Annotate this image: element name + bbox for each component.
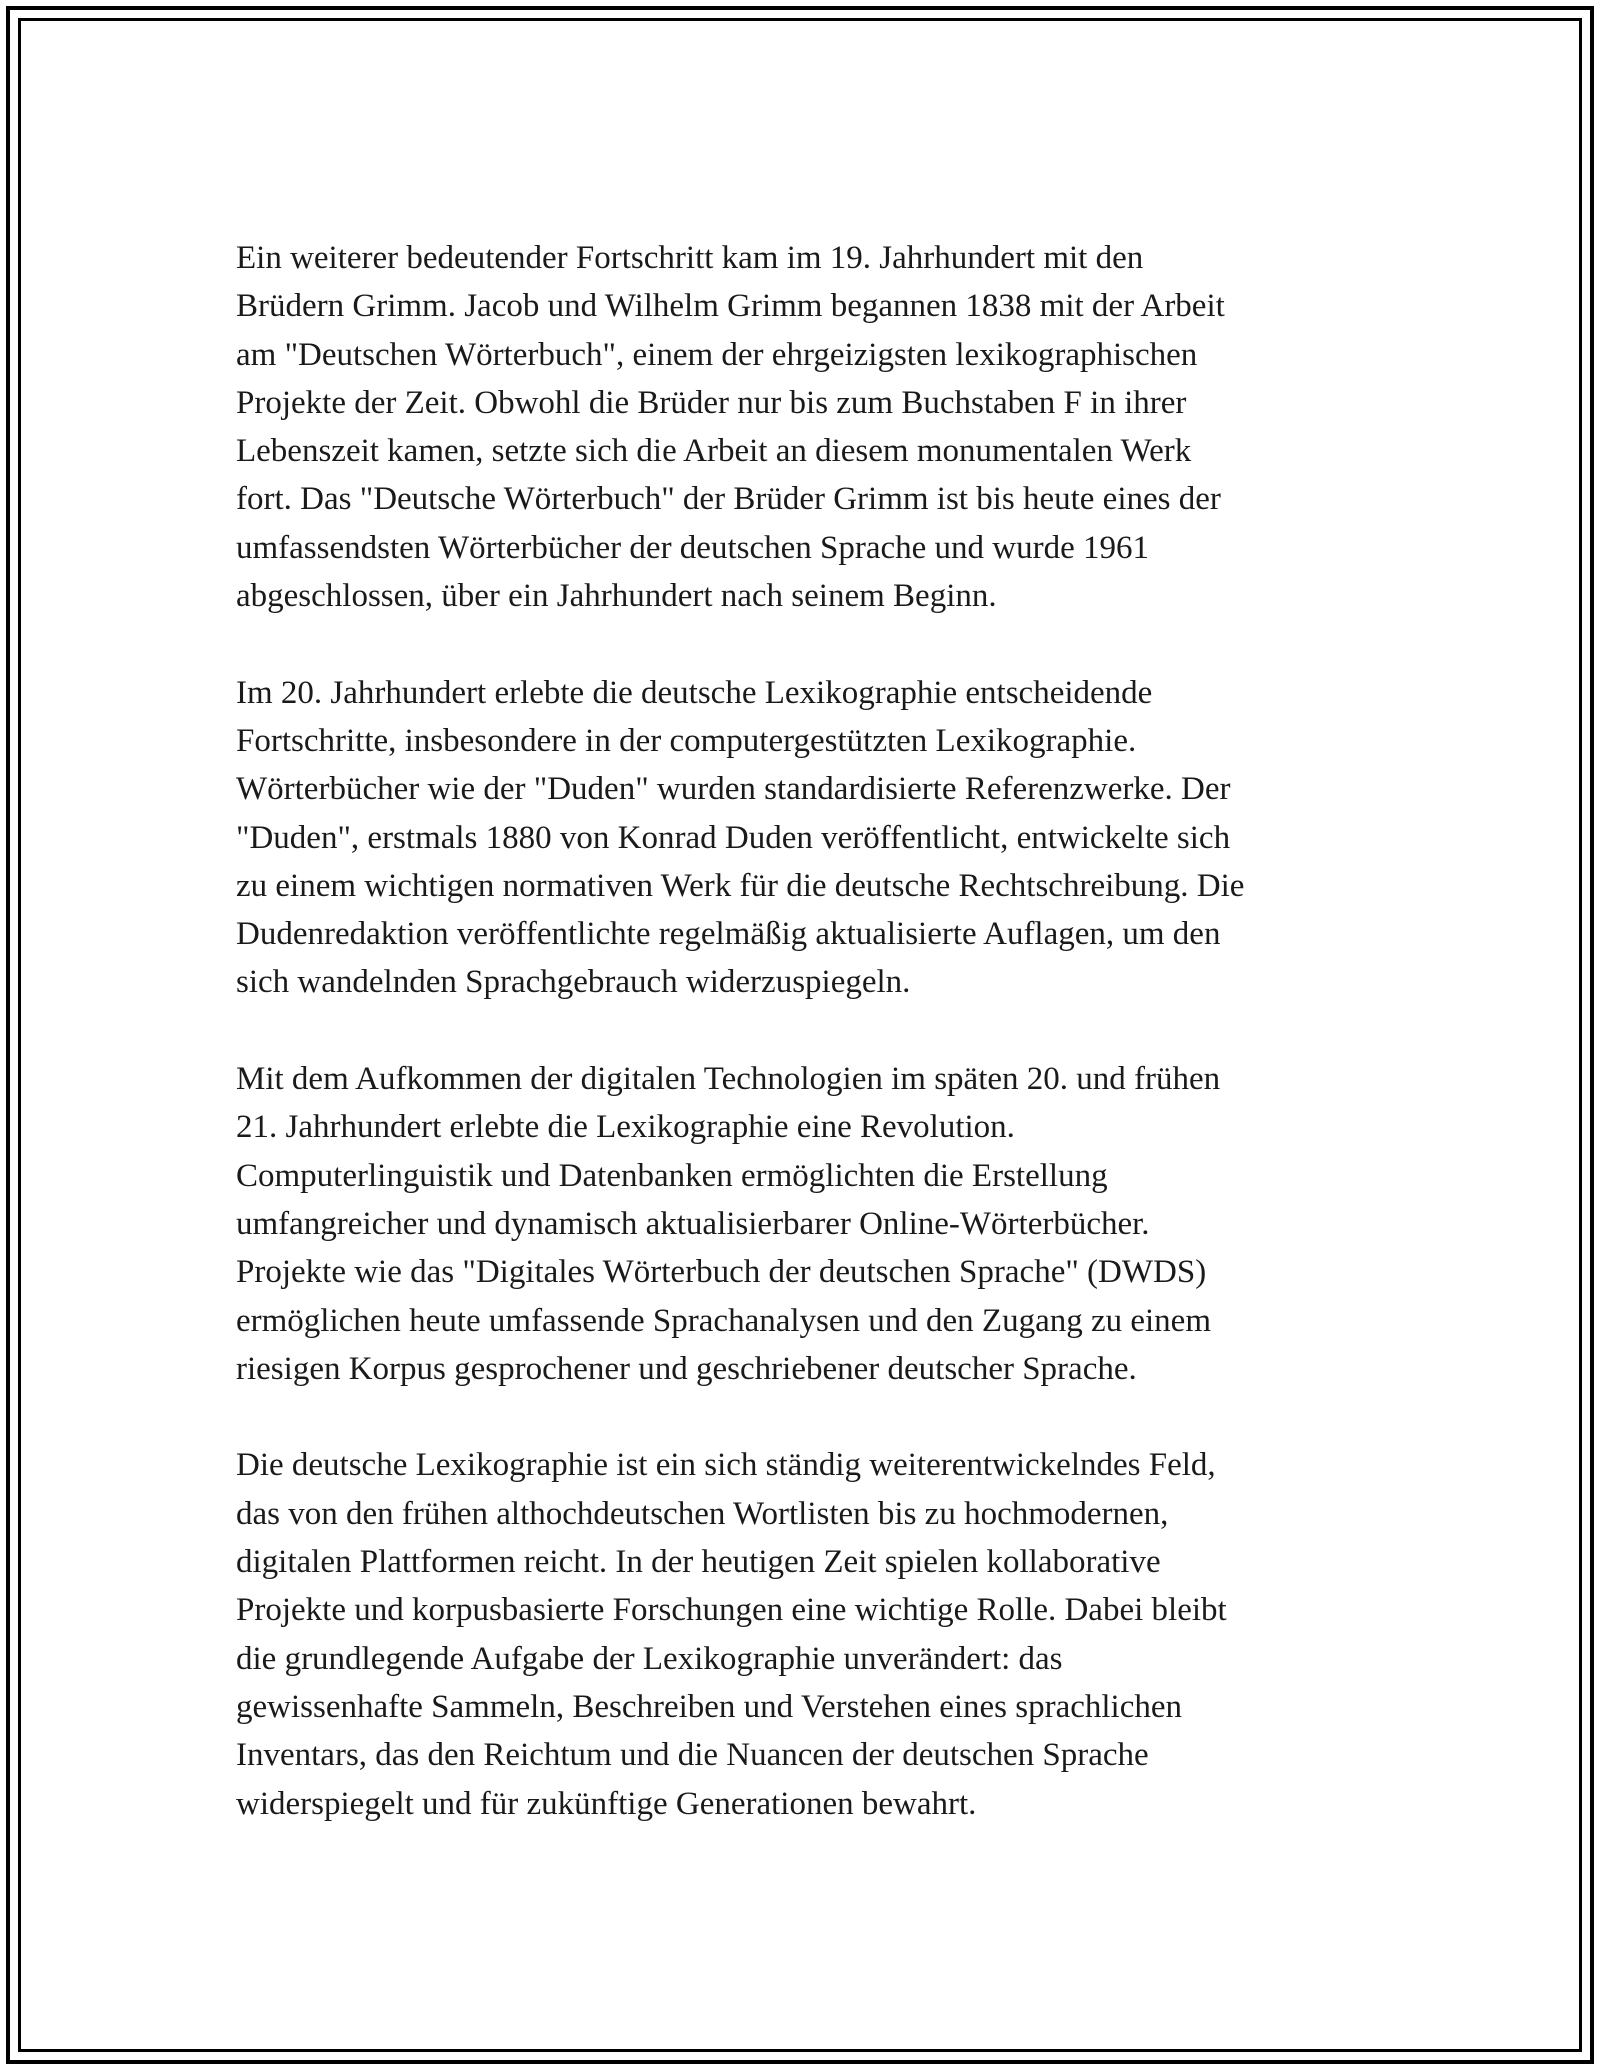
paragraph-conclusion: Die deutsche Lexikographie ist ein sich ständig weiterentwickelndes Feld, das von den frühen althochdeutschen Wortlisten bis zu hochmodernen, digitalen Plattformen reicht. In der heutigen Zeit spielen kollaborative Projekte und korpusbasierte Forschungen eine wichtige Rolle. Dabei bleibt die grundlegende Aufgabe der Lexikographie unverändert: das gewissenhafte Sammeln, Beschreiben und Verstehen eines sprachlichen Inventars, das den Reichtum und die Nuancen der deutschen Sprache widerspiegelt und für zukünftige Generationen bewahrt. xyxy=(236,1447,1227,1822)
document-body xyxy=(236,234,1376,1828)
paragraph-digital: Mit dem Aufkommen der digitalen Technologien im späten 20. und frühen 21. Jahrhundert erlebte die Lexikographie eine Revolution. Computerlinguistik und Datenbanken ermöglichten die Erstellung umfangreicher und dynamisch aktualisierbarer Online-Wörterbücher. Projekte wie das "Digitales Wörterbuch der deutschen Sprache" (DWDS) ermöglichen heute umfassende Sprachanalysen und den Zugang zu einem riesigen Korpus gesprochener und geschriebener deutscher Sprache. xyxy=(236,1061,1221,1387)
paragraph-grimm: Ein weiterer bedeutender Fortschritt kam im 19. Jahrhundert mit den Brüdern Grimm. Jacob und Wilhelm Grimm begannen 1838 mit der Arbeit am "Deutschen Wörterbuch", einem der ehrgeizigsten lexikographischen Projekte der Zeit. Obwohl die Brüder nur bis zum Buchstaben F in ihrer Lebenszeit kamen, setzte sich die Arbeit an diesem monumentalen Werk fort. Das "Deutsche Wörterbuch" der Brüder Grimm ist bis heute eines der umfassendsten Wörterbücher der deutschen Sprache und wurde 1961 abgeschlossen, über ein Jahrhundert nach seinem Beginn. xyxy=(236,240,1225,615)
paragraph-duden: Im 20. Jahrhundert erlebte die deutsche Lexikographie entscheidende Fortschritte, insbesondere in der computergestützten Lexikographie. Wörterbücher wie der "Duden" wurden standardisierte Referenzwerke. Der "Duden", erstmals 1880 von Konrad Duden veröffentlicht, entwickelte sich zu einem wichtigen normativen Werk für die deutsche Rechtschreibung. Die Dudenredaktion veröffentlichte regelmäßig aktualisierte Auflagen, um den sich wandelnden Sprachgebrauch widerzuspiegeln. xyxy=(236,674,1245,1001)
